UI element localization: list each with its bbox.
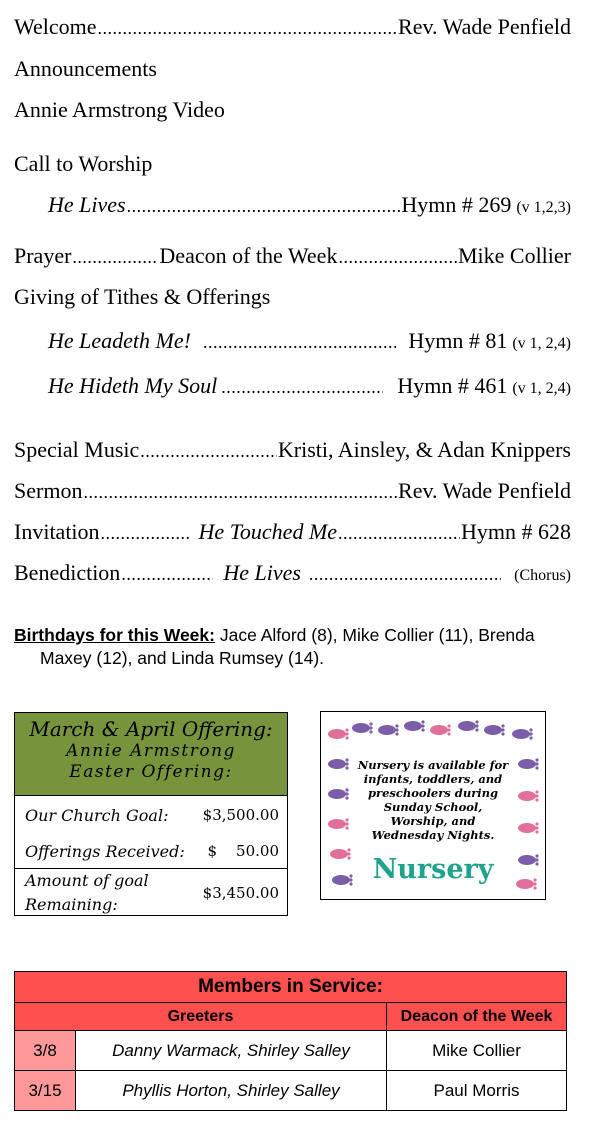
leader-dots xyxy=(140,441,277,462)
program-hymn-1 xyxy=(48,192,571,222)
offering-title: March & April Offering: xyxy=(29,717,273,741)
footprint-mark xyxy=(328,789,346,799)
received-value: $ 50.00 xyxy=(207,842,279,860)
footprint-toe xyxy=(345,822,348,825)
footprint-toe xyxy=(535,762,538,765)
invitation-label: Invitation xyxy=(14,519,100,544)
invitation-hymn-title: He Touched Me xyxy=(198,519,338,544)
footprint-toe xyxy=(501,724,504,727)
footprint-toe xyxy=(529,736,532,739)
members-title: Members in Service: xyxy=(15,972,567,1003)
footprint-mark xyxy=(518,855,536,865)
leader-dots xyxy=(121,564,213,585)
footprint-toe xyxy=(395,728,398,731)
footprint-toe xyxy=(349,874,352,877)
hymn-3-number: Hymn # 461 xyxy=(397,373,508,398)
remaining-label: Amount of goal Remaining: xyxy=(25,871,149,914)
leader-dots xyxy=(203,332,396,353)
birthdays-label: Birthdays for this Week: xyxy=(14,625,215,645)
footprint-toe xyxy=(421,728,424,731)
deacon-header: Deacon of the Week xyxy=(387,1003,567,1031)
hymn-1-verses: (v 1,2,3) xyxy=(516,199,571,216)
footprint-toe xyxy=(533,878,536,881)
leader-dots xyxy=(338,523,460,544)
giving-label: Giving of Tithes & Offerings xyxy=(14,284,271,309)
special-music-performers: Kristi, Ainsley, & Adan Knippers xyxy=(277,437,571,462)
birthdays-names-line-2: Maxey (12), and Linda Rumsey (14). xyxy=(40,648,325,668)
sermon-label: Sermon xyxy=(14,478,83,503)
footprint-toe xyxy=(535,854,538,857)
footprint-mark xyxy=(484,725,502,735)
offering-header xyxy=(15,713,287,796)
program-prayer xyxy=(14,243,571,273)
hymn-2-title: He Leadeth Me! xyxy=(48,328,191,353)
leader-dots xyxy=(83,482,397,503)
program-call-to-worship xyxy=(14,151,571,181)
row-greeters: Danny Warmack, Shirley Salley xyxy=(76,1031,387,1071)
footprint-toe xyxy=(535,830,538,833)
footprint-toe xyxy=(529,728,532,731)
footprint-toe xyxy=(345,796,348,799)
footprint-mark xyxy=(518,823,536,833)
leader-dots xyxy=(338,247,457,268)
sermon-leader: Rev. Wade Penfield xyxy=(398,478,571,503)
row-deacon: Paul Morris xyxy=(387,1071,567,1111)
footprint-toe xyxy=(535,798,538,801)
received-label: Offerings Received: xyxy=(25,841,185,861)
footprint-toe xyxy=(447,732,450,735)
hymn-2-verses: (v 1, 2,4) xyxy=(512,335,571,352)
footprint-toe xyxy=(369,726,372,729)
leader-dots xyxy=(101,523,191,544)
footprint-toe xyxy=(475,724,478,727)
benediction-label: Benediction xyxy=(14,560,121,585)
benediction-note: (Chorus) xyxy=(514,567,571,584)
nursery-word: Nursery xyxy=(372,854,494,885)
program-giving xyxy=(14,284,571,314)
program-welcome xyxy=(14,14,571,44)
footprint-toe xyxy=(349,882,352,885)
leader-dots xyxy=(221,377,383,398)
goal-label: Our Church Goal: xyxy=(25,805,169,825)
row-date: 3/8 xyxy=(15,1031,76,1071)
program-hymn-3 xyxy=(48,373,571,403)
footprint-toe xyxy=(395,732,398,735)
video-label: Annie Armstrong Video xyxy=(14,97,225,122)
footprint-toe xyxy=(447,728,450,731)
footprint-mark xyxy=(516,879,534,889)
footprint-toe xyxy=(421,724,424,727)
footprint-mark xyxy=(332,875,350,885)
footprint-toe xyxy=(533,882,536,885)
footprint-toe xyxy=(345,826,348,829)
offering-subtitle-2: Easter Offering: xyxy=(69,762,233,782)
program-invitation xyxy=(14,519,571,549)
footprint-toe xyxy=(345,758,348,761)
footprint-toe xyxy=(535,758,538,761)
footprint-toe xyxy=(533,886,536,889)
program-special-music xyxy=(14,437,571,467)
leader-dots xyxy=(309,564,501,585)
footprint-mark xyxy=(328,729,346,739)
footprint-mark xyxy=(328,759,346,769)
offering-goal-row xyxy=(15,796,287,834)
program-announcements xyxy=(14,56,571,86)
footprint-toe xyxy=(421,720,424,723)
footprint-toe xyxy=(535,794,538,797)
offering-box xyxy=(14,712,288,916)
welcome-label: Welcome xyxy=(14,14,97,39)
goal-value: $3,500.00 xyxy=(202,806,279,824)
footprint-mark xyxy=(404,721,422,731)
footprint-toe xyxy=(349,878,352,881)
remaining-value: $3,450.00 xyxy=(202,884,279,902)
footprint-toe xyxy=(345,818,348,821)
table-row xyxy=(15,1031,567,1071)
footprint-toe xyxy=(535,790,538,793)
nursery-notice xyxy=(320,711,546,900)
footprint-toe xyxy=(529,732,532,735)
offering-subtitle-1: Annie Armstrong xyxy=(66,741,236,761)
footprint-mark xyxy=(378,725,396,735)
row-greeters: Phyllis Horton, Shirley Salley xyxy=(76,1071,387,1111)
footprint-toe xyxy=(345,762,348,765)
welcome-leader: Rev. Wade Penfield xyxy=(398,14,571,39)
footprint-mark xyxy=(458,721,476,731)
hymn-3-verses: (v 1, 2,4) xyxy=(512,380,571,397)
hymn-3-title: He Hideth My Soul xyxy=(48,373,218,398)
greeters-header: Greeters xyxy=(15,1003,387,1031)
leader-dots xyxy=(127,196,401,217)
prayer-label: Prayer xyxy=(14,243,72,268)
footprint-toe xyxy=(535,862,538,865)
footprint-mark xyxy=(330,849,348,859)
footprint-toe xyxy=(475,720,478,723)
footprint-toe xyxy=(345,736,348,739)
program-benediction xyxy=(14,560,571,590)
footprint-mark xyxy=(352,723,370,733)
footprint-toe xyxy=(345,788,348,791)
footprint-mark xyxy=(518,791,536,801)
footprint-toe xyxy=(535,822,538,825)
hymn-1-title: He Lives xyxy=(48,192,126,217)
footprint-toe xyxy=(535,858,538,861)
footprint-toe xyxy=(369,730,372,733)
special-music-label: Special Music xyxy=(14,437,140,462)
members-in-service-table xyxy=(14,971,567,1111)
footprint-mark xyxy=(518,759,536,769)
footprint-toe xyxy=(347,848,350,851)
footprint-mark xyxy=(328,819,346,829)
program-sermon xyxy=(14,478,571,508)
leader-dots xyxy=(98,18,398,39)
footprint-toe xyxy=(347,852,350,855)
footprint-toe xyxy=(369,722,372,725)
footprint-toe xyxy=(345,732,348,735)
row-date: 3/15 xyxy=(15,1071,76,1111)
table-row xyxy=(15,1071,567,1111)
nursery-text: Nursery is available for infants, toddlers, and preschoolers during Sunday School, Worship, and Wednesday Nights. xyxy=(357,758,509,842)
program-video xyxy=(14,97,571,127)
footprint-toe xyxy=(501,728,504,731)
footprint-toe xyxy=(501,732,504,735)
call-to-worship-label: Call to Worship xyxy=(14,151,153,176)
program-hymn-2 xyxy=(48,328,571,358)
footprint-toe xyxy=(345,792,348,795)
birthdays-notice xyxy=(14,624,574,670)
footprint-toe xyxy=(345,766,348,769)
invitation-hymn-number: Hymn # 628 xyxy=(461,519,571,544)
footprint-toe xyxy=(395,724,398,727)
footprint-toe xyxy=(475,728,478,731)
footprint-toe xyxy=(535,766,538,769)
footprint-toe xyxy=(535,826,538,829)
birthdays-names-line-1: Jace Alford (8), Mike Collier (11), Brenda xyxy=(214,625,535,645)
prayer-deacon-label: Deacon of the Week xyxy=(159,243,338,268)
row-deacon: Mike Collier xyxy=(387,1031,567,1071)
footprint-toe xyxy=(347,856,350,859)
footprint-toe xyxy=(447,724,450,727)
footprint-mark xyxy=(430,725,448,735)
benediction-hymn-title: He Lives xyxy=(223,560,301,585)
offering-remaining-row xyxy=(15,869,287,917)
footprint-toe xyxy=(345,728,348,731)
prayer-leader: Mike Collier xyxy=(457,243,571,268)
leader-dots xyxy=(72,247,158,268)
announcements-label: Announcements xyxy=(14,56,157,81)
offering-received-row xyxy=(15,834,287,869)
hymn-2-number: Hymn # 81 xyxy=(408,328,508,353)
hymn-1-number: Hymn # 269 xyxy=(401,192,512,217)
footprint-mark xyxy=(512,729,530,739)
